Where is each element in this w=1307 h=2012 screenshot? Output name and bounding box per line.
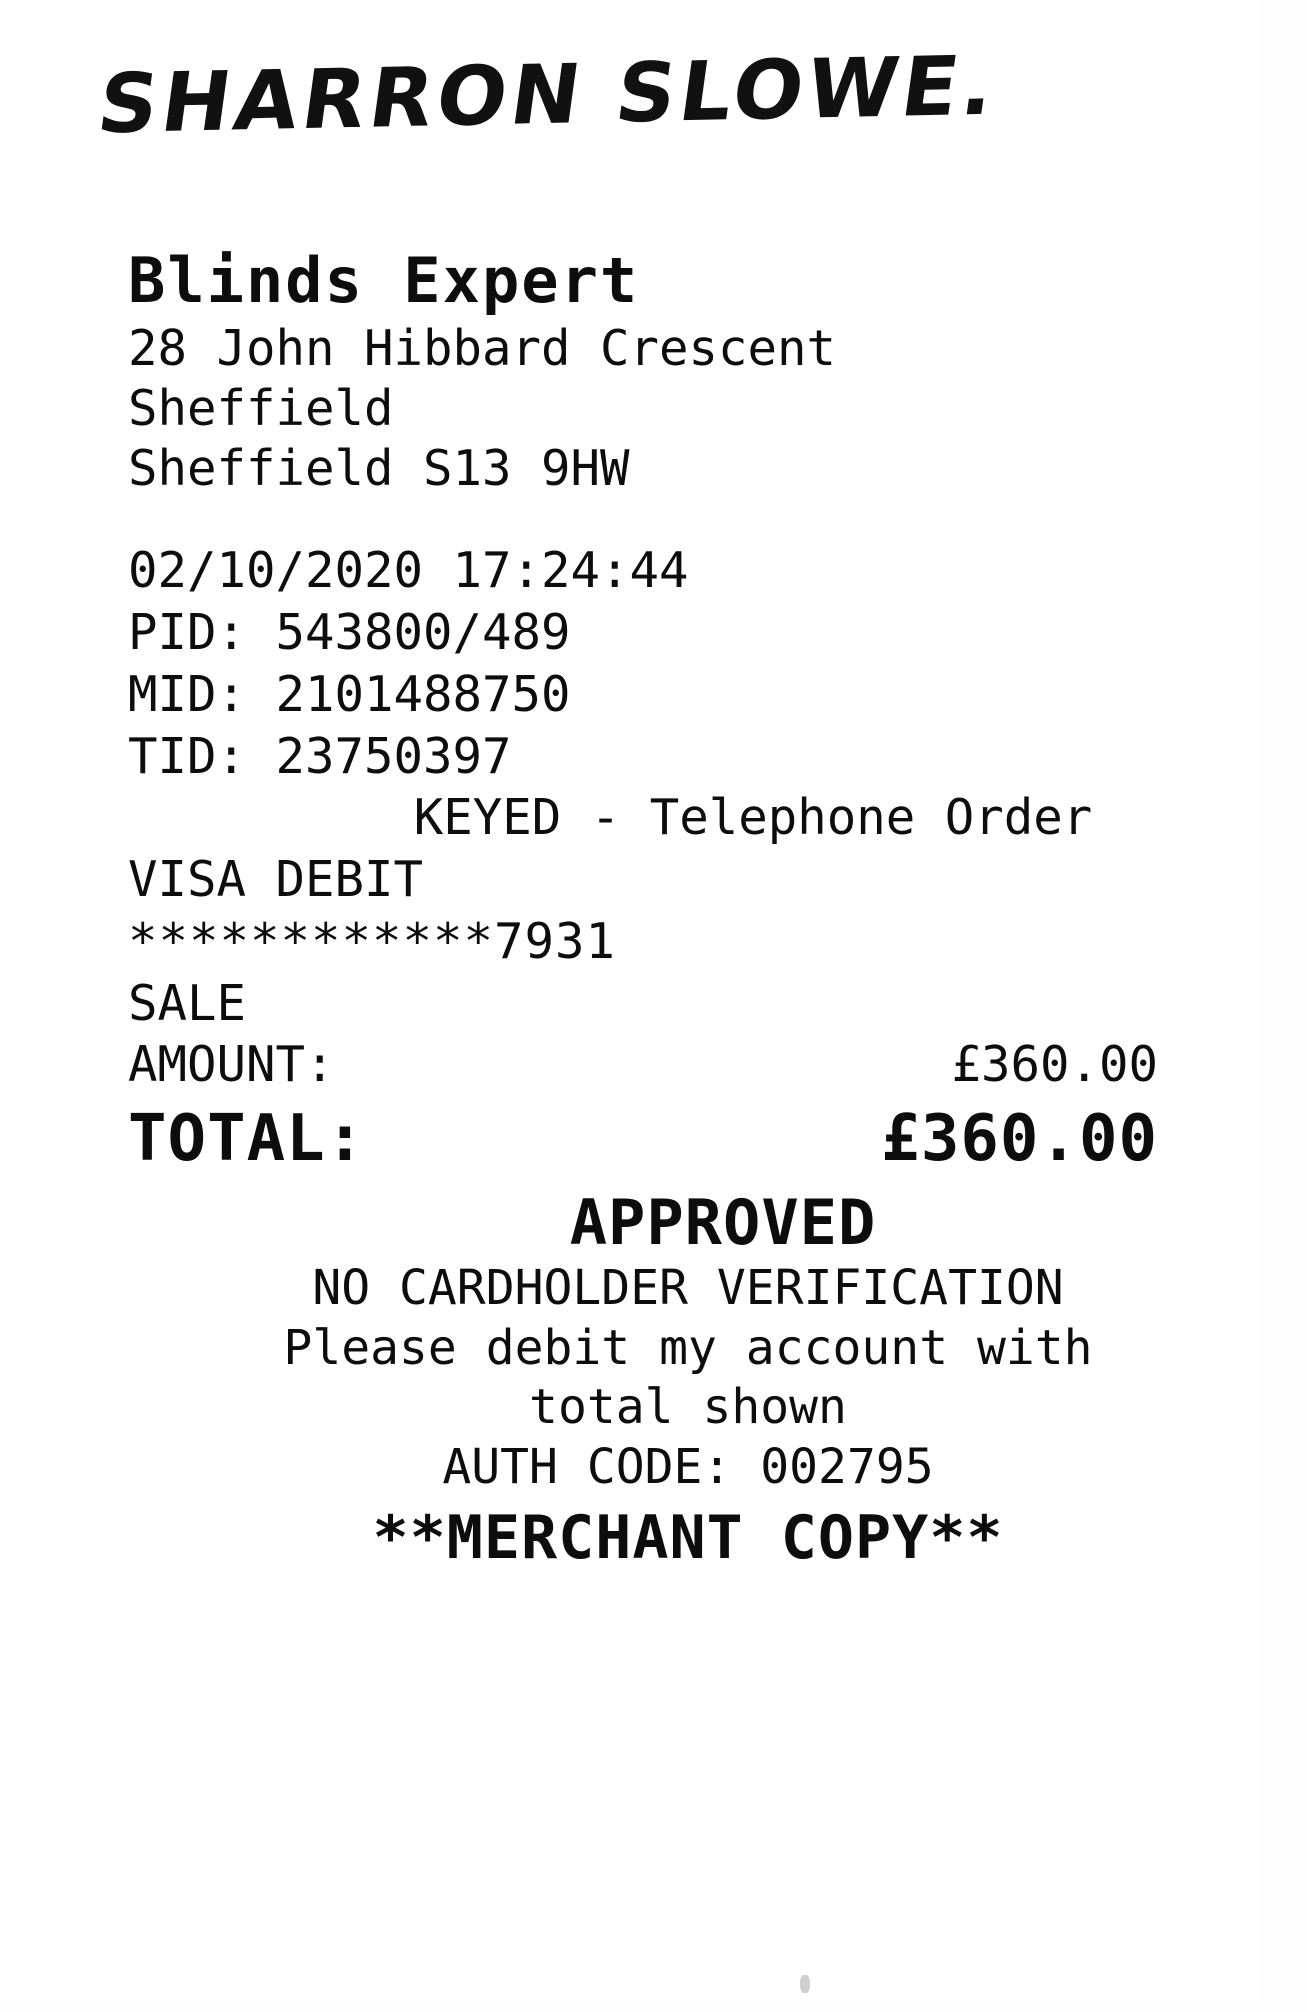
cardholder-verification-notice: NO CARDHOLDER VERIFICATION xyxy=(312,1260,1064,1316)
amount-row xyxy=(128,1034,1158,1096)
entry-method: KEYED - Telephone Order xyxy=(413,789,1093,847)
auth-code: AUTH CODE: 002795 xyxy=(442,1438,934,1495)
masked-card-number: ************7931 xyxy=(128,912,617,970)
amount-value: £360.00 xyxy=(951,1036,1158,1094)
total-row xyxy=(128,1102,1158,1176)
approval-status: APPROVED xyxy=(569,1186,877,1259)
copy-type: **MERCHANT COPY** xyxy=(372,1503,1004,1574)
debit-notice-line-2: total shown xyxy=(529,1379,847,1436)
tid-value: TID: 23750397 xyxy=(128,727,512,785)
merchant-address-line-2: Sheffield xyxy=(128,379,394,437)
paper-edge-mark xyxy=(800,1975,810,1993)
total-label: TOTAL: xyxy=(128,1102,366,1176)
merchant-address-line-1: 28 John Hibbard Crescent xyxy=(128,320,837,378)
pid-value: PID: 543800/489 xyxy=(128,604,571,662)
merchant-name: Blinds Expert xyxy=(128,244,640,317)
handwritten-signature: SHARRON SLOWE. xyxy=(92,38,1004,153)
amount-label: AMOUNT: xyxy=(128,1036,335,1094)
receipt-body xyxy=(128,244,1248,1574)
merchant-address-line-3: Sheffield S13 9HW xyxy=(128,439,630,497)
spacer xyxy=(128,498,1248,540)
card-scheme: VISA DEBIT xyxy=(128,851,424,909)
debit-notice-line-1: Please debit my account with xyxy=(283,1319,1093,1376)
transaction-type: SALE xyxy=(128,974,247,1032)
transaction-datetime: 02/10/2020 17:24:44 xyxy=(128,542,689,600)
total-value: £360.00 xyxy=(881,1102,1158,1176)
mid-value: MID: 2101488750 xyxy=(128,665,571,723)
